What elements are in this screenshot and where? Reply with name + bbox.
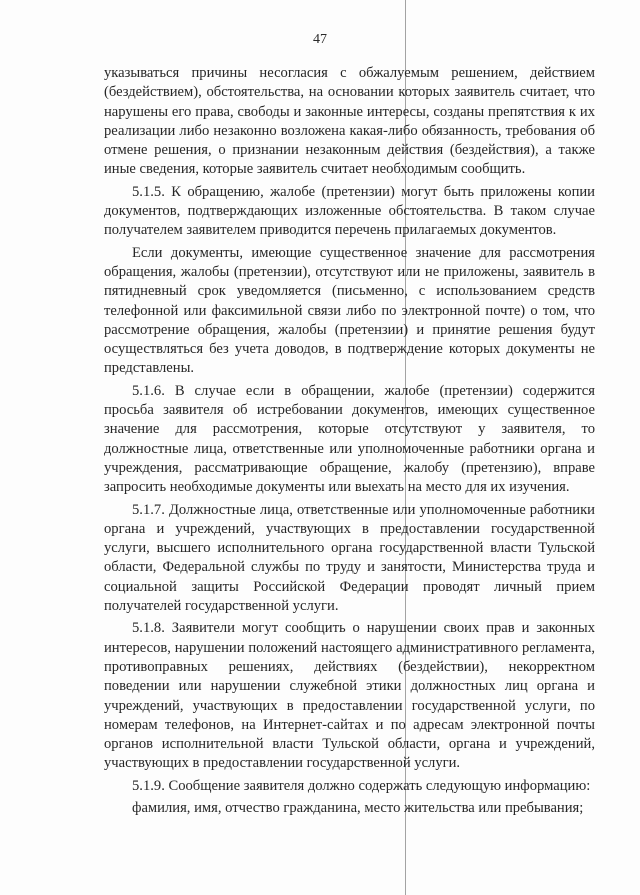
paragraph-continuation: указываться причины несогласия с обжалуемым решением, действием (бездействием), обстоятельства, на основании которых заявитель считает, что нарушены его права, свободы и законные интересы, созданы препятствия к их реализации либо незаконно возложена какая-либо обязанность, требования об отмене решения, о признании незаконным действия (бездействия), а также иные сведения, которые заявитель считает необходимым сообщить.	[104, 65, 595, 178]
paragraph-5-1-8: 5.1.8. Заявители могут сообщить о нарушении своих прав и законных интересов, нарушении положений настоящего административного регламента, противоправных решениях, действиях (бездействии), некорректном поведении или нарушении служебной этики должностных лиц органа и учреждений, участвующих в предоставлении государственной услуги, по номерам телефонов, на Интернет-сайтах и по адресам электронной почты органов исполнительной власти Тульской области, органа и учреждений, участвующих в предоставлении государственной услуги.	[104, 620, 595, 772]
paragraph-5-1-6: 5.1.6. В случае если в обращении, жалобе (претензии) содержится просьба заявителя об истребовании документов, имеющих существенное значение для рассмотрения, которые отсутствуют у заявителя, то должностные лица, ответственные или уполномоченные работники органа и учреждения, рассматривающие обращение, жалобу (претензию), вправе запросить необходимые документы или выехать на место для их изучения.	[104, 382, 595, 496]
page-number: 47	[313, 32, 327, 47]
paragraph-documents-absent: Если документы, имеющие существенное значение для рассмотрения обращения, жалобы (претензии), отсутствуют или не приложены, заявитель в пятидневный срок уведомляется (письменно, с использованием средств телефонной или факсимильной связи либо по электронной почте) о том, что рассмотрение обращения, жалобы (претензии) и принятие решения будут осуществляться без учета доводов, в подтверждение которых документы не представлены.	[104, 244, 595, 377]
paragraph-info-item: фамилия, имя, отчество гражданина, место жительства или пребывания;	[132, 799, 584, 816]
paragraph-5-1-7: 5.1.7. Должностные лица, ответственные или уполномоченные работники органа и учреждений, участвующих в предоставлении государственной услуги, высшего исполнительного органа государственной власти Тульской области, Федеральной службы по труду и занятости, Министерства труда и социальной защиты Российской Федерации проводят личный прием получателей государственной услуги.	[104, 501, 595, 615]
document-body	[104, 64, 595, 818]
paragraph-5-1-9: 5.1.9. Сообщение заявителя должно содержать следующую информацию:	[132, 777, 591, 794]
paragraph-5-1-5: 5.1.5. К обращению, жалобе (претензии) могут быть приложены копии документов, подтверждающих изложенные обстоятельства. В таком случае получателем заявителем приводится перечень прилагаемых документов.	[104, 183, 595, 239]
